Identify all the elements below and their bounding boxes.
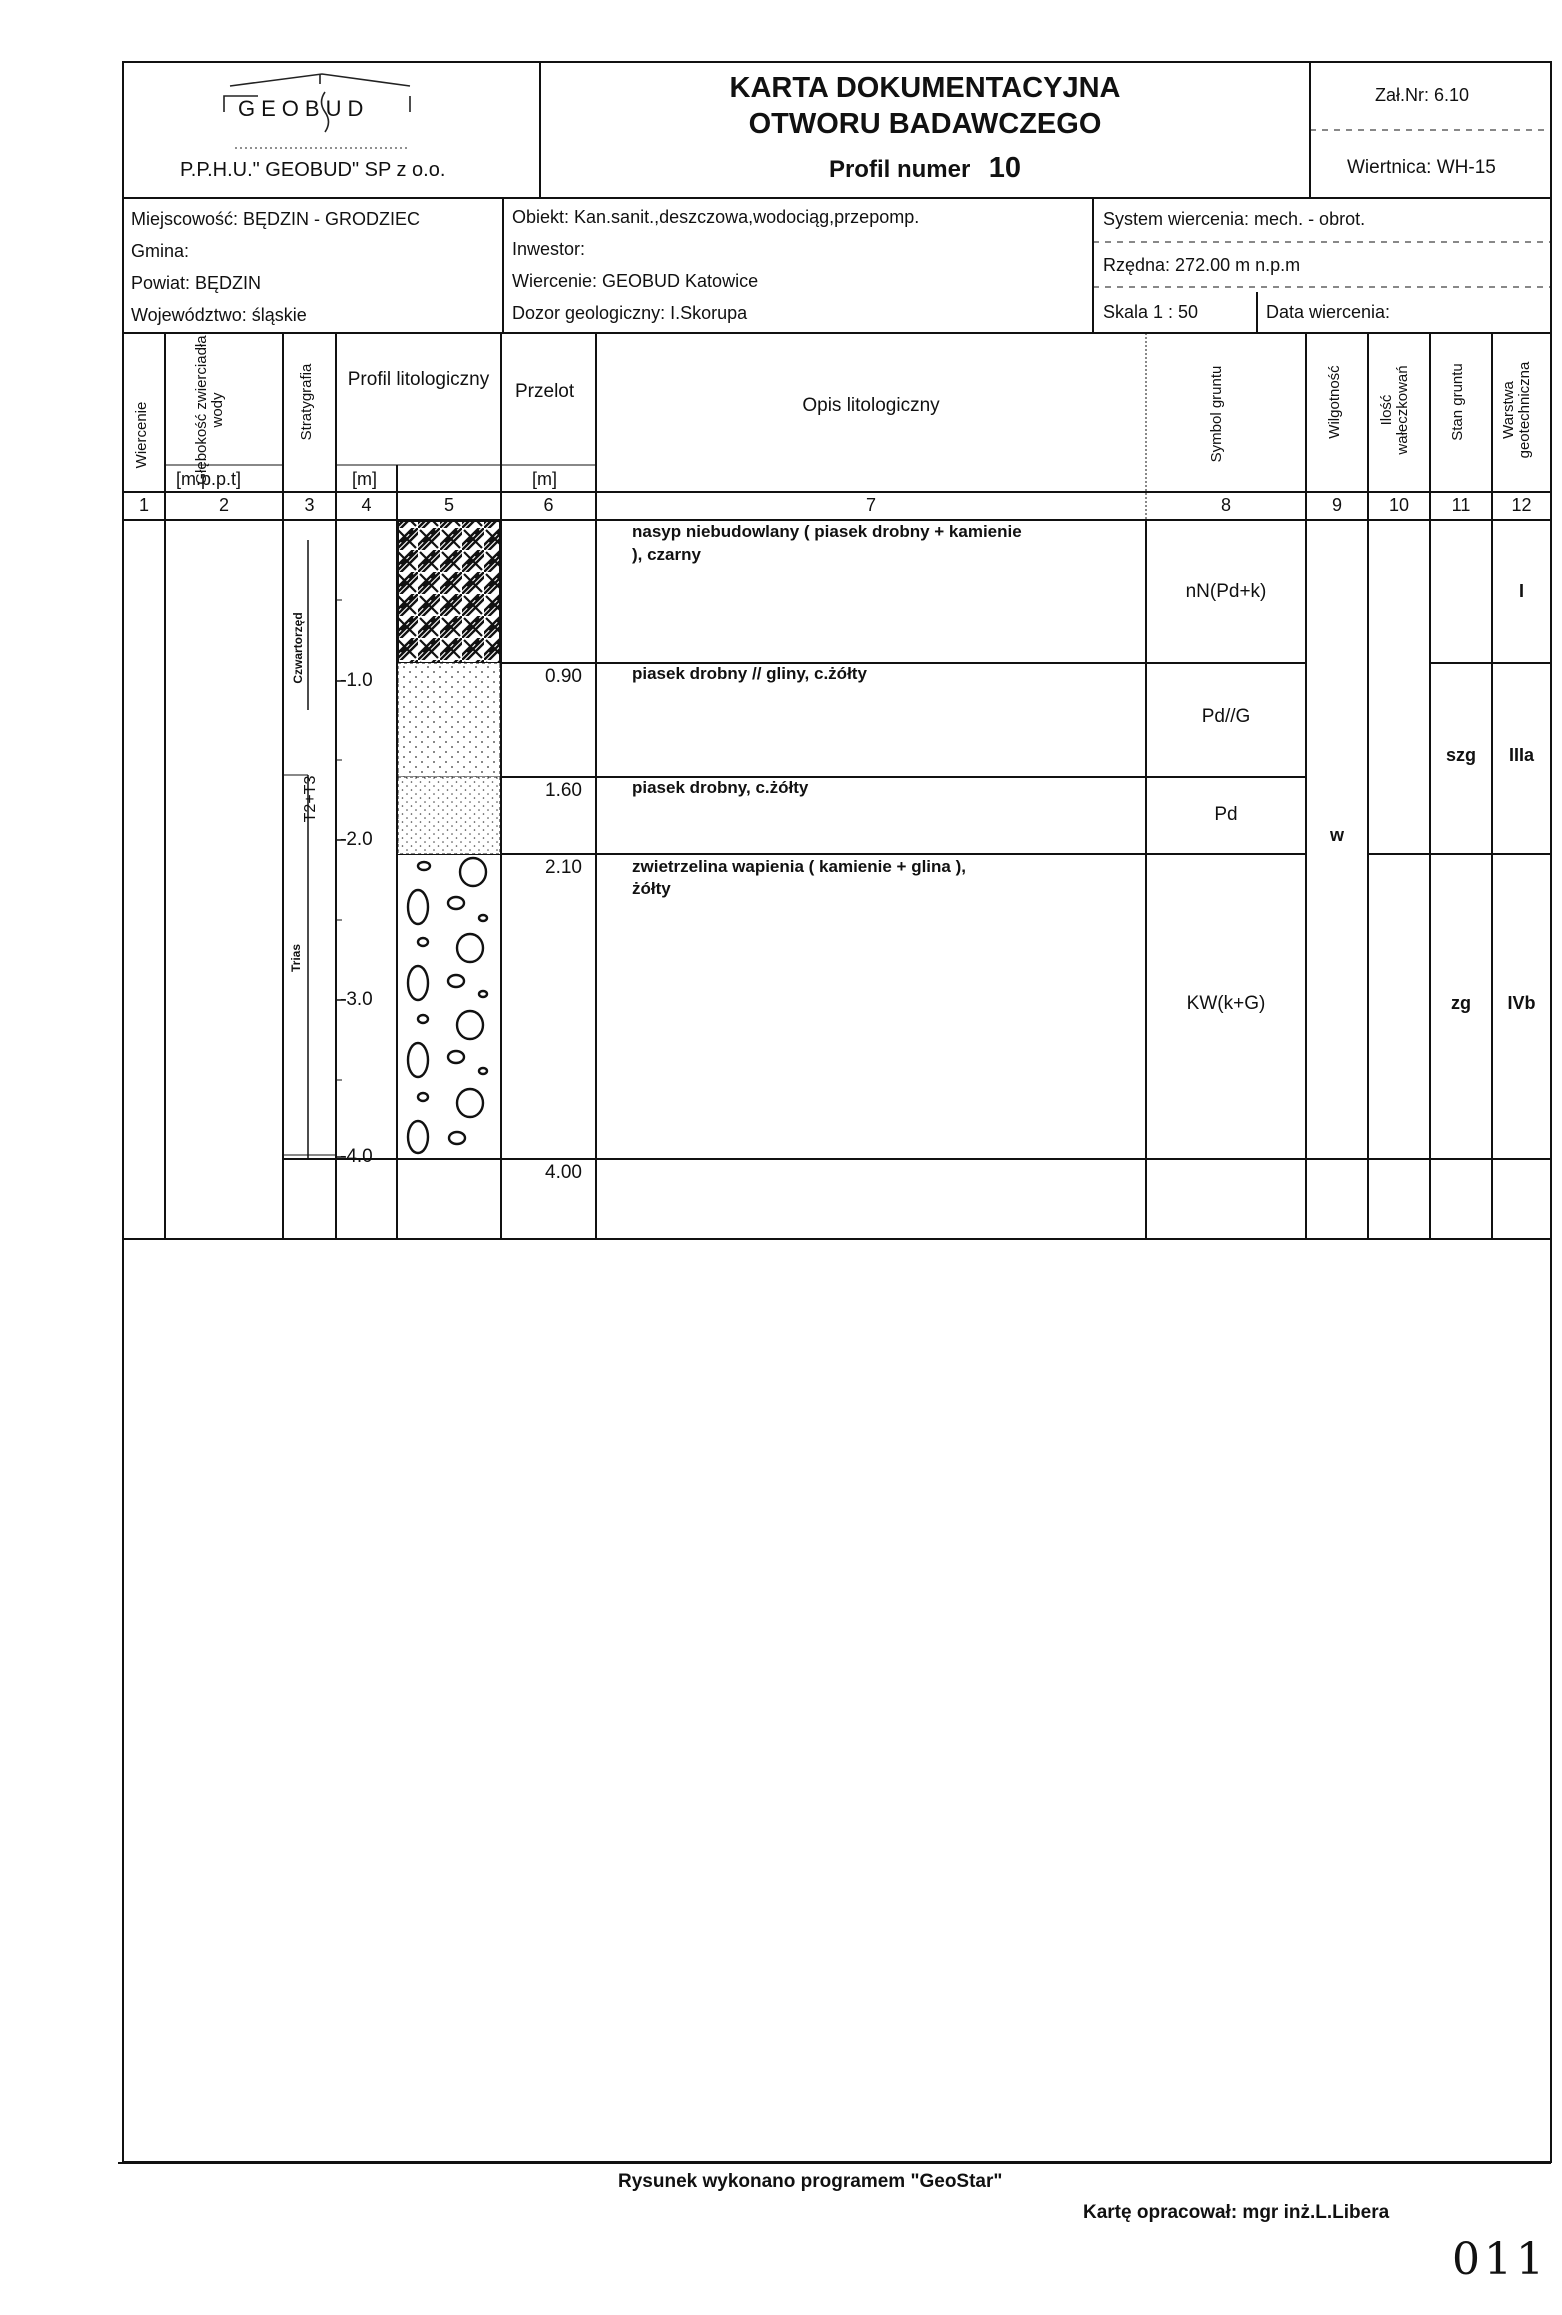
drilling-system: System wiercenia: mech. - obrot. [1103,209,1366,229]
card-title-line1: KARTA DOKUMENTACYJNA [729,72,1121,104]
investor: Inwestor: [512,239,586,259]
profile-number: 10 [988,152,1022,184]
layer-4-symbol: KW(k+G) [1186,993,1266,1014]
col-header-water-depth: Głębokość zwierciadła wody [193,335,226,485]
col-header-drilling: Wiercenie [133,401,150,469]
layer-4-description-cont: żółty [632,879,671,898]
col-header-description: Opis litologiczny [802,395,940,416]
depth-tick-2: -2.0 [340,829,373,850]
col-number-11: 11 [1451,495,1471,515]
col-number-5: 5 [443,495,454,515]
col-header-moisture: Wilgotność [1326,365,1343,439]
commune: Gmina: [131,241,190,261]
attachment-number: Zał.Nr: 6.10 [1375,85,1470,105]
locality: Miejscowość: BĘDZIN - GRODZIEC [131,209,421,229]
col-number-4: 4 [361,495,372,515]
col-unit-depth: [m] [352,469,377,489]
col-unit-water-depth: [m.p.p.t] [176,469,242,489]
county: Powiat: BĘDZIN [131,273,262,293]
layer-4-top: 2.10 [545,857,582,878]
col-number-12: 12 [1511,495,1532,515]
drilling-company: Wiercenie: GEOBUD Katowice [512,271,759,291]
page-number: 011 [1452,2234,1548,2285]
geotech-layer-2: IIIa [1508,745,1534,765]
footer-program: Rysunek wykonano programem "GeoStar" [618,2171,1003,2192]
sand-pattern-layer-3 [398,777,500,854]
drilling-date: Data wiercenia: [1266,302,1391,322]
col-number-9: 9 [1331,495,1342,515]
col-header-roll-count: Ilość wałeczkowań [1378,365,1411,455]
col-header-lithological-profile [336,368,501,393]
layer-2-top: 0.90 [545,666,582,687]
moisture-value: w [1329,825,1344,845]
elevation: Rzędna: 272.00 m n.p.m [1103,255,1301,275]
fill-pattern-layer-1 [398,521,500,663]
geotech-layer-3: IVb [1507,993,1536,1013]
col-number-3: 3 [304,495,315,515]
col-header-lithological-profile-label: Profil litologiczny [347,369,490,390]
col-header-stratigraphy: Stratygrafia [298,363,315,441]
rubble-pattern-layer-4 [408,858,487,1153]
drilling-rig: Wiertnica: WH-15 [1347,157,1496,178]
bottom-depth: 4.00 [545,1162,582,1183]
geotech-layer-1: I [1518,581,1524,601]
stratigraphy-t2-t3: T2+T3 [302,775,319,823]
col-number-7: 7 [865,495,876,515]
col-number-6: 6 [543,495,554,515]
layer-3-symbol: Pd [1214,804,1238,825]
geological-supervision: Dozor geologiczny: I.Skorupa [512,303,748,323]
col-header-soil-state: Stan gruntu [1449,363,1466,441]
profile-number-row [540,152,1310,185]
col-unit-interval: [m] [532,469,557,489]
col-header-soil-symbol: Symbol gruntu [1208,365,1225,463]
depth-tick-3: -3.0 [340,989,373,1010]
stratigraphy-quaternary: Czwartorzęd [291,612,305,684]
layer-3-description: piasek drobny, c.żółty [632,778,809,797]
col-number-2: 2 [218,495,229,515]
col-number-8: 8 [1220,495,1231,515]
soil-state-1: szg [1445,745,1476,765]
layer-1-description-cont: ), czarny [632,545,701,564]
project-object: Obiekt: Kan.sanit.,deszczowa,wodociąg,przepomp. [512,207,920,227]
stratigraphy-triassic: Trias [289,943,303,973]
card-title-line2: OTWORU BADAWCZEGO [748,108,1102,140]
layer-4-description: zwietrzelina wapienia ( kamienie + glina ), [632,857,966,876]
layer-3-top: 1.60 [545,780,582,801]
scale: Skala 1 : 50 [1103,302,1199,322]
layer-1-symbol: nN(Pd+k) [1185,581,1267,602]
layer-2-description: piasek drobny // gliny, c.żółty [632,664,867,683]
soil-state-2: zg [1451,993,1471,1013]
col-header-geotech-layer: Warstwa geotechniczna [1500,361,1533,459]
depth-tick-4: -4.0 [340,1146,373,1167]
layer-1-description: nasyp niebudowlany ( piasek drobny + kamienie [632,522,1022,541]
voivodeship: Województwo: śląskie [131,305,307,325]
profile-label: Profil numer [828,156,971,183]
col-number-10: 10 [1388,495,1410,515]
footer-author: Kartę opracował: mgr inż.L.Libera [1083,2202,1390,2223]
logo-text: GEOBUD [238,96,370,121]
col-header-interval: Przelot [515,381,575,402]
company-name: P.P.H.U." GEOBUD" SP z o.o. [180,159,446,181]
depth-tick-1: -1.0 [340,670,373,691]
layer-2-symbol: Pd//G [1201,706,1251,727]
col-number-1: 1 [138,495,149,515]
sand-pattern-layer-2 [398,663,500,777]
